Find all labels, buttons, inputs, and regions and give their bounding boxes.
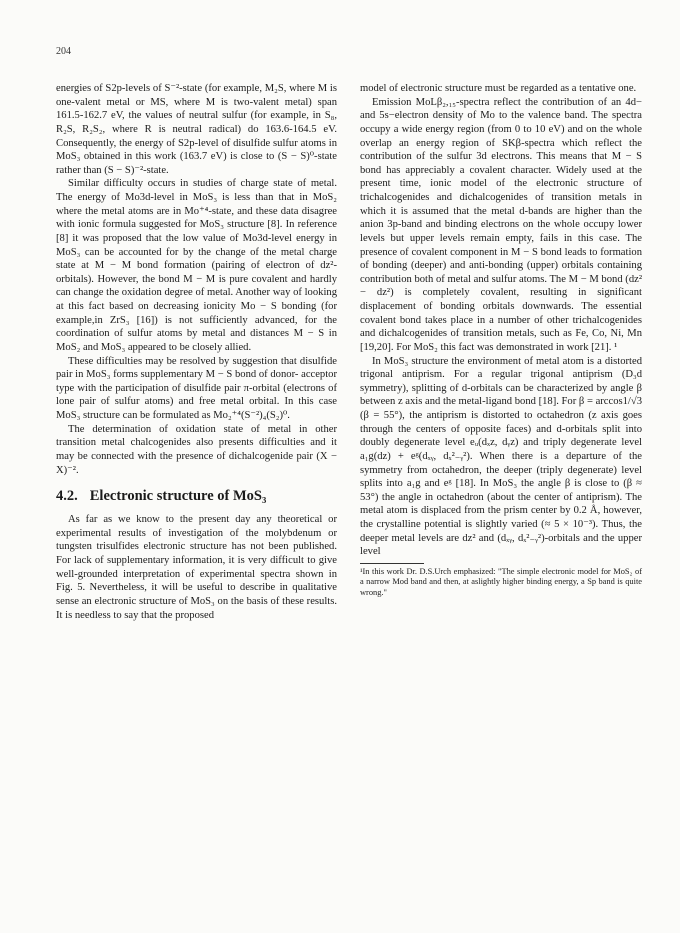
left-column: [56, 82, 337, 622]
left-paragraph-3: These difficulties may be resolved by suggestion that disulfide pair in MoS₃ forms supplementary M − S bond of donor- acceptor type with the participation of disulfide pair π-orbital (electrons of lone pair of sulfur atoms) and free metal orbital. In this case MoS₃ structure can be formulated as Mo₂⁺⁴(S⁻²)₄(S₂)⁰.: [56, 355, 337, 421]
left-paragraph-5: As far as we know to the present day any theoretical or experimental results of investigation of the molybdenum or tungsten trisulfides electronic structure has not been published. For lack of supplementary information, it is very difficult to give well-grounded interpretation of experimental spectra shown in Fig. 5. Nevertheless, it will be useful to describe in qualitative sense an electronic structure of MoS₃ on the basis of these results. It is needless to say that the proposed: [56, 514, 337, 621]
section-heading: [56, 487, 337, 505]
footnote: ¹In this work Dr. D.S.Urch emphasized: "The simple electronic model for MoS₂ of a narrow Mod band and then, at aslightly higher binding energy, a Sp band is quite wrong.": [360, 566, 642, 597]
right-paragraph-3: In MoS₃ structure the environment of metal atom is a distorted trigonal antiprism. For a regular trigonal antiprism (D₃d symmetry), splitting of d-orbitals can be characterized by angle β between z axis and the metal-ligand bond [18]. For β = arccos1/√3 (β = 55°), the antiprism is distorted to octahedron (z axis goes through the centers of opposite faces) and d-orbitals split into doubly degenerate level eᵤ(dₓᴢ, dᵧᴢ) and triply degenerate level a₁g(dᴢ) + eᵍ(dₓᵧ, dₓ²₋ᵧ²). When there is a departure of the symmetry from octahedron, the deeper (triply degenerate) level splits into a₁g and eᵍ [18]. In MoS₃ the angle β is close to (β ≈ 53°) the angle in octahedron (about the center of antiprism). The metal atom is displaced from the prism center by 0.2 Å, however, the crystalline potential is slightly varied (≈ 5 × 10⁻³). Thus, the deeper metal levels are dᴢ² and (dₓᵧ, dₓ²₋ᵧ²)-orbitals and the upper level: [360, 355, 642, 558]
right-paragraph-1: model of electronic structure must be regarded as a tentative one.: [360, 83, 637, 94]
left-paragraph-2: Similar difficulty occurs in studies of charge state of metal. The energy of Mo3d-level in MoS₃ is less than that in MoS₂ where the metal atoms are in Mo⁺⁴-state, and these data disagree with ionic formula suggested for MoS₃ structure [8]. In reference [8] it was proposed that the low value of Mo3d-level energy in MoS₃ can be accounted for by the change of the metal charge state at M − M bond formation (pairing of electron of dᴢ²-orbitals). However, the bond M − M is pure covalent and hardly can change the oxidation degree of metal. Another way of looking at this fact based on decreasing ionicity Mo − S bonding (for example,in ZrS₃ [16]) is not sufficiently advanced, for the coordination of sulfur atoms by metal and distances M − S in MoS₂ and MoS₃ appeared to be closely allied.: [56, 178, 337, 353]
right-paragraph-2: Emission MoLβ₂,₁₅-spectra reflect the contribution of an 4d− and 5s−electron density of Mo to the valence band. The spectra occupy a wide energy region (from 0 to 10 eV) and on the whole overlap an energy region of SKβ-spectra which reflect the contribution of the sulfur 3d electrons. This means that M − S bond has appreciably a covalent character. Widely used at the present time, ionic model of the electronic structure of trichalcogenides and dichalcogenides of transition metals in which it is assumed that the metal d-bands are higher than the anion 3p-band and binding electrons on the whole occupy lower levels but upper levels remain empty, fails in this case. The presence of covalent component in M − S bond leads to formation of bonding (deeper) and anti-bonding (upper) orbitals containing contribution both of metal and sulfur atoms. The M − M bond (dᴢ² − dᴢ²) is completely covalent, resulting in significant displacement of bonding orbitals downwards. The essential covalent bond takes place in a number of other trichalcogenides and dichalcogenides of transition metals, such as Fe, Co, Ni, Mn [19,20]. For MoS₂ this fact was demonstrated in work [21]. ¹: [360, 96, 642, 353]
right-column: [360, 82, 642, 598]
left-paragraph-4: The determination of oxidation state of metal in other transition metal chalcogenides also presents difficulties and it may be connected with the presence of dichalcogenide pair (X − X)⁻².: [56, 423, 337, 476]
section-title: Electronic structure of MoS₃: [89, 488, 267, 505]
page-number: 204: [56, 46, 71, 57]
left-paragraph-1: energies of S2p-levels of S⁻²-state (for example, M₂S, where M is one-valent metal or MS, where M is two-valent metal) span 161.5-162.7 eV, the values of neutral sulfur (for example, in S₈, R₂S, R₂S₂, where R is neutral radical) do 163.6-164.5 eV. Consequently, the energy of S2p-level of disulfide sulfur atoms in MoS₃ obtained in this work (163.7 eV) is close to (S − S)⁰-state rather than (S − S)⁻²-state.: [56, 83, 337, 176]
footnote-rule: [360, 563, 424, 564]
section-number: 4.2.: [56, 488, 78, 505]
